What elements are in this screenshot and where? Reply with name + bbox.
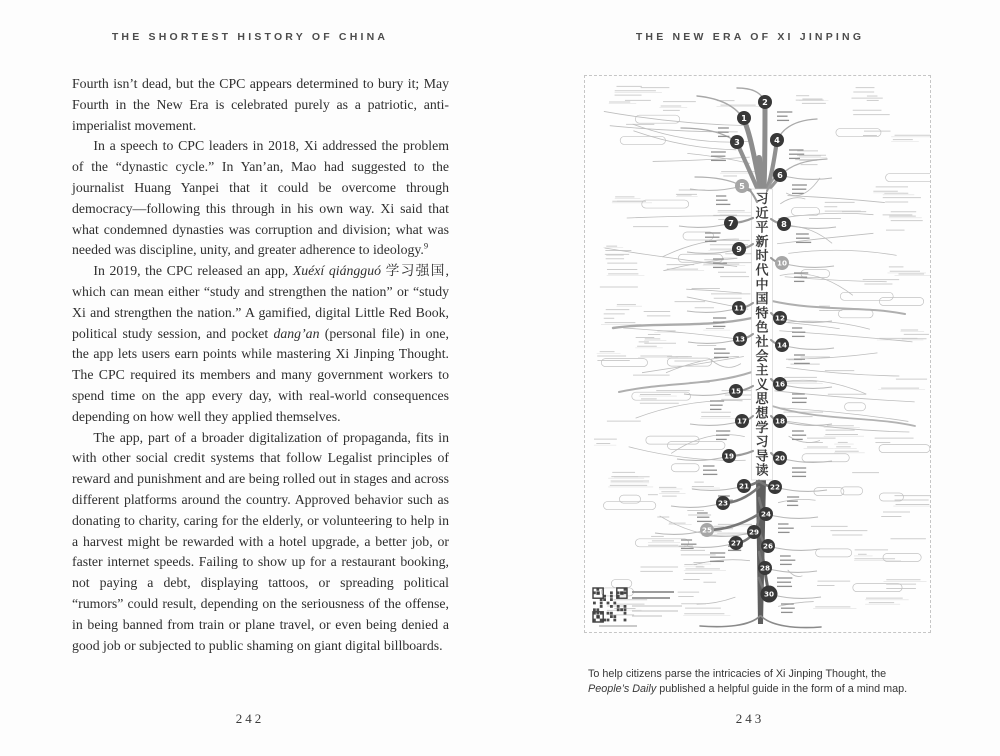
paragraph: Fourth isn’t dead, but the CPC appears determined to bury it; May Fourth in the New Era is celebrated purely as a patriotic, anti-imperialist movement. xyxy=(72,76,449,133)
svg-text:1: 1 xyxy=(741,113,747,123)
svg-text:义: 义 xyxy=(755,377,769,393)
svg-text:特: 特 xyxy=(755,306,769,322)
svg-text:时: 时 xyxy=(755,249,769,265)
svg-text:习: 习 xyxy=(755,435,769,451)
svg-text:社: 社 xyxy=(755,335,769,350)
qr-code xyxy=(593,588,682,626)
svg-text:3: 3 xyxy=(734,137,740,147)
svg-text:24: 24 xyxy=(760,509,772,519)
page-number-left: 242 xyxy=(235,711,265,726)
svg-text:新: 新 xyxy=(755,234,769,250)
paragraph: The app, part of a broader digitalization of propaganda, fits in with other social credit systems that follow Legalist principles of reward and punishment and are being rolled out in stages and across different platforms around the country. Approved behavior such as donating to charity, caring for the elderly, or volunteering to help in a harvest might be rewarded with a hotel upgrade, a better job, or faster internet speeds. Failing to show up for a restaurant booking, not paying a debt, displaying tattoos, or spreading political “rumors” could result, depending on the seriousness of the offense, in being banned from train or plane travel, or even being denied a good job or subjected to public shaming on giant digital billboards. xyxy=(72,429,449,653)
svg-text:读: 读 xyxy=(755,463,769,479)
svg-text:22: 22 xyxy=(769,482,781,492)
svg-text:2: 2 xyxy=(762,97,768,107)
mindmap-node-21 xyxy=(737,479,751,493)
mindmap-node-9 xyxy=(732,242,746,256)
svg-text:13: 13 xyxy=(734,334,746,344)
svg-text:9: 9 xyxy=(736,244,742,254)
mindmap-image xyxy=(585,76,930,632)
svg-text:导: 导 xyxy=(755,449,769,465)
svg-text:14: 14 xyxy=(776,340,788,350)
svg-text:15: 15 xyxy=(730,386,742,396)
mindmap-node-19 xyxy=(722,449,736,463)
svg-text:6: 6 xyxy=(777,170,783,180)
mindmap-node-12 xyxy=(773,311,787,325)
svg-text:7: 7 xyxy=(728,218,734,228)
svg-text:平: 平 xyxy=(755,220,769,236)
svg-text:中: 中 xyxy=(755,277,769,293)
svg-text:学: 学 xyxy=(755,420,769,436)
svg-text:会: 会 xyxy=(755,349,769,365)
mindmap-node-3 xyxy=(730,135,744,149)
mindmap-node-5 xyxy=(735,179,749,193)
mindmap-node-6 xyxy=(773,168,787,182)
mindmap-node-7 xyxy=(724,216,738,230)
svg-text:8: 8 xyxy=(781,219,787,229)
svg-text:国: 国 xyxy=(755,292,769,308)
mindmap-node-10 xyxy=(775,256,789,270)
mindmap-node-20 xyxy=(773,451,787,465)
mindmap-node-4 xyxy=(770,133,784,147)
figure-caption: To help citizens parse the intricacies of Xi Jinping Thought, the People’s Daily published a helpful guide in the form of a mind map. xyxy=(588,667,908,695)
svg-text:23: 23 xyxy=(717,498,729,508)
mindmap-node-28 xyxy=(758,561,772,575)
mindmap-node-22 xyxy=(768,480,782,494)
mindmap-node-26 xyxy=(761,539,775,553)
svg-text:26: 26 xyxy=(762,541,774,551)
svg-text:25: 25 xyxy=(701,525,713,535)
svg-text:17: 17 xyxy=(736,416,748,426)
svg-text:色: 色 xyxy=(755,320,769,336)
mindmap-node-29 xyxy=(747,525,761,539)
svg-text:28: 28 xyxy=(759,563,771,573)
paragraph: In 2019, the CPC released an app, Xuéxí qiángguó 学习强国, which can mean either “study and strengthen the nation” or “study Xi and strengthen the nation.” A gamified, digital Little Red Book, political study session, and pocket dang’an (personal file) in one, the app lets users earn points while mastering Xi Jinping Thought. The CPC required its members and many government workers to spend time on the app every day, with real-world consequences depending on how well they applied themselves. xyxy=(72,263,450,424)
mindmap-node-30 xyxy=(761,586,778,603)
mindmap-node-18 xyxy=(773,414,787,428)
running-head-right: THE NEW ERA OF XI JINPING xyxy=(635,31,865,43)
svg-text:21: 21 xyxy=(738,481,750,491)
mindmap-node-25 xyxy=(700,523,714,537)
mindmap-node-2 xyxy=(758,95,772,109)
mindmap-node-14 xyxy=(775,338,789,352)
running-head-left: THE SHORTEST HISTORY OF CHINA xyxy=(111,31,389,43)
mindmap-node-27 xyxy=(729,536,743,550)
mindmap-node-23 xyxy=(716,496,730,510)
mindmap-node-24 xyxy=(759,507,773,521)
svg-text:近: 近 xyxy=(755,206,769,222)
svg-text:11: 11 xyxy=(733,303,745,313)
mindmap-node-1 xyxy=(737,111,751,125)
svg-text:想: 想 xyxy=(755,406,769,422)
mindmap-figure xyxy=(584,75,931,633)
mindmap-node-16 xyxy=(773,377,787,391)
paragraph: In a speech to CPC leaders in 2018, Xi addressed the problem of the “dynastic cycle.” In Yan’an, Mao had suggested to the journalist Huang Yanpei that it could be overcome through democracy—following this through in his own way. Xi said that what condemned dynasties was corruption and division; what was needed was discipline, unity, and greater adherence to ideology.$^9$ xyxy=(72,138,449,258)
svg-text:主: 主 xyxy=(755,363,769,379)
page-number-right: 243 xyxy=(735,711,765,726)
svg-text:30: 30 xyxy=(763,589,775,599)
mindmap-node-11 xyxy=(732,301,746,315)
mindmap-spine xyxy=(752,189,773,480)
svg-text:18: 18 xyxy=(774,416,786,426)
svg-text:思: 思 xyxy=(755,392,769,408)
mindmap-node-13 xyxy=(733,332,747,346)
svg-text:习: 习 xyxy=(755,192,769,207)
svg-text:4: 4 xyxy=(774,135,780,145)
svg-text:29: 29 xyxy=(748,527,760,537)
svg-text:16: 16 xyxy=(774,379,786,389)
mindmap-node-17 xyxy=(735,414,749,428)
svg-text:10: 10 xyxy=(776,258,788,268)
svg-text:20: 20 xyxy=(774,453,786,463)
svg-text:代: 代 xyxy=(755,263,769,279)
svg-text:12: 12 xyxy=(774,313,786,323)
body-text xyxy=(72,74,449,656)
svg-text:19: 19 xyxy=(723,451,735,461)
mindmap-node-8 xyxy=(777,217,791,231)
mindmap-node-15 xyxy=(729,384,743,398)
svg-text:5: 5 xyxy=(739,181,745,191)
svg-text:27: 27 xyxy=(730,538,742,548)
